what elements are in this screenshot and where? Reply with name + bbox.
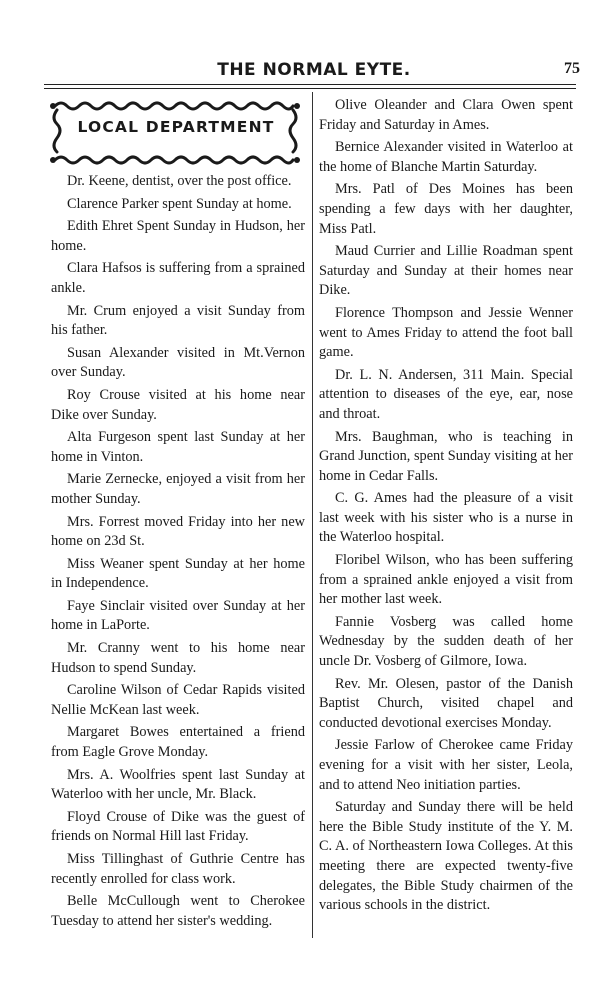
local-item: Margaret Bowes entertained a friend from Eagle Grove Monday. [51, 724, 305, 761]
local-item: Dr. Keene, dentist, over the post office. [67, 173, 292, 189]
left-column [51, 96, 305, 931]
local-item: Olive Oleander and Clara Owen spent Friday and Saturday in Ames. [319, 97, 573, 133]
journal-title: THE NORMAL EYTE. [217, 60, 411, 80]
local-item: Belle McCullough went to Cherokee Tuesday to attend her sister's wedding. [51, 893, 305, 929]
local-item: C. G. Ames had the pleasure of a visit last week with his sister who is a nurse in the Waterloo hospital. [319, 490, 573, 546]
local-item: Miss Weaner spent Sunday at her home in Independence. [51, 555, 305, 592]
local-item: Fannie Vosberg was called home Wednesday by the sudden death of her uncle Dr. Vosberg of Gilmore, Iowa. [319, 613, 573, 670]
local-item: Mr. Cranny went to his home near Hudson to spend Sunday. [51, 640, 305, 676]
local-item: Roy Crouse visited at his home near Dike over Sunday. [51, 386, 305, 423]
local-item: Susan Alexander visited in Mt.Vernon over Sunday. [51, 344, 305, 381]
header-rule [44, 84, 576, 85]
local-item: Dr. L. N. Andersen, 311 Main. Special attention to diseases of the eye, ear, nose and throat. [319, 366, 573, 422]
local-item: Mrs. Forrest moved Friday into her new home on 23d St. [51, 513, 305, 550]
local-item: Edith Ehret Spent Sunday in Hudson, her home. [51, 218, 305, 254]
column-divider [312, 92, 313, 938]
local-item: Floyd Crouse of Dike was the guest of friends on Normal Hill last Friday. [51, 808, 305, 845]
local-item: Mrs. Baughman, who is teaching in Grand Junction, spent Sunday visiting at her home in Cedar Falls. [319, 428, 573, 484]
header-rule-secondary [44, 88, 576, 89]
section-heading-box [47, 96, 303, 168]
local-item: Mr. Crum enjoyed a visit Sunday from his father. [51, 302, 305, 339]
page-number: 75 [564, 60, 580, 77]
local-item: Florence Thompson and Jessie Wenner went to Ames Friday to attend the foot ball game. [319, 304, 573, 361]
section-title: LOCAL DEPARTMENT [77, 118, 275, 136]
local-item: Clara Hafsos is suffering from a sprained ankle. [51, 260, 305, 296]
running-head [48, 58, 580, 82]
local-item: Floribel Wilson, who has been suffering from a sprained ankle enjoyed a visit from her mother last week. [319, 552, 573, 608]
local-item: Rev. Mr. Olesen, pastor of the Danish Baptist Church, visited chapel and conducted devotional exercises Monday. [319, 675, 573, 731]
local-item: Mrs. A. Woolfries spent last Sunday at Waterloo with her uncle, Mr. Black. [51, 766, 305, 803]
local-item: Marie Zernecke, enjoyed a visit from her mother Sunday. [51, 471, 305, 507]
local-item: Caroline Wilson of Cedar Rapids visited Nellie McKean last week. [51, 682, 305, 718]
local-item: Faye Sinclair visited over Sunday at her home in LaPorte. [51, 597, 305, 634]
local-item: Clarence Parker spent Sunday at home. [67, 195, 292, 212]
local-item: Maud Currier and Lillie Roadman spent Saturday and Sunday at their homes near Dike. [319, 243, 573, 299]
local-item: Bernice Alexander visited in Waterloo at the home of Blanche Martin Saturday. [319, 139, 573, 175]
local-item: Saturday and Sunday there will be held here the Bible Study institute of the Y. M. C. A. of Northeastern Iowa Colleges. At this meeting there are expected twenty-five delegates, the Bible Study chairmen of the various schools in the district. [319, 799, 573, 914]
right-column [319, 96, 573, 916]
local-item: Mrs. Patl of Des Moines has been spending a few days with her daughter, Miss Patl. [319, 181, 573, 237]
local-item: Jessie Farlow of Cherokee came Friday evening for a visit with her sister, Leola, and to attend Neo initiation parties. [319, 737, 573, 793]
local-item: Alta Furgeson spent last Sunday at her home in Vinton. [51, 429, 305, 465]
local-item: Miss Tillinghast of Guthrie Centre has recently enrolled for class work. [51, 851, 305, 887]
